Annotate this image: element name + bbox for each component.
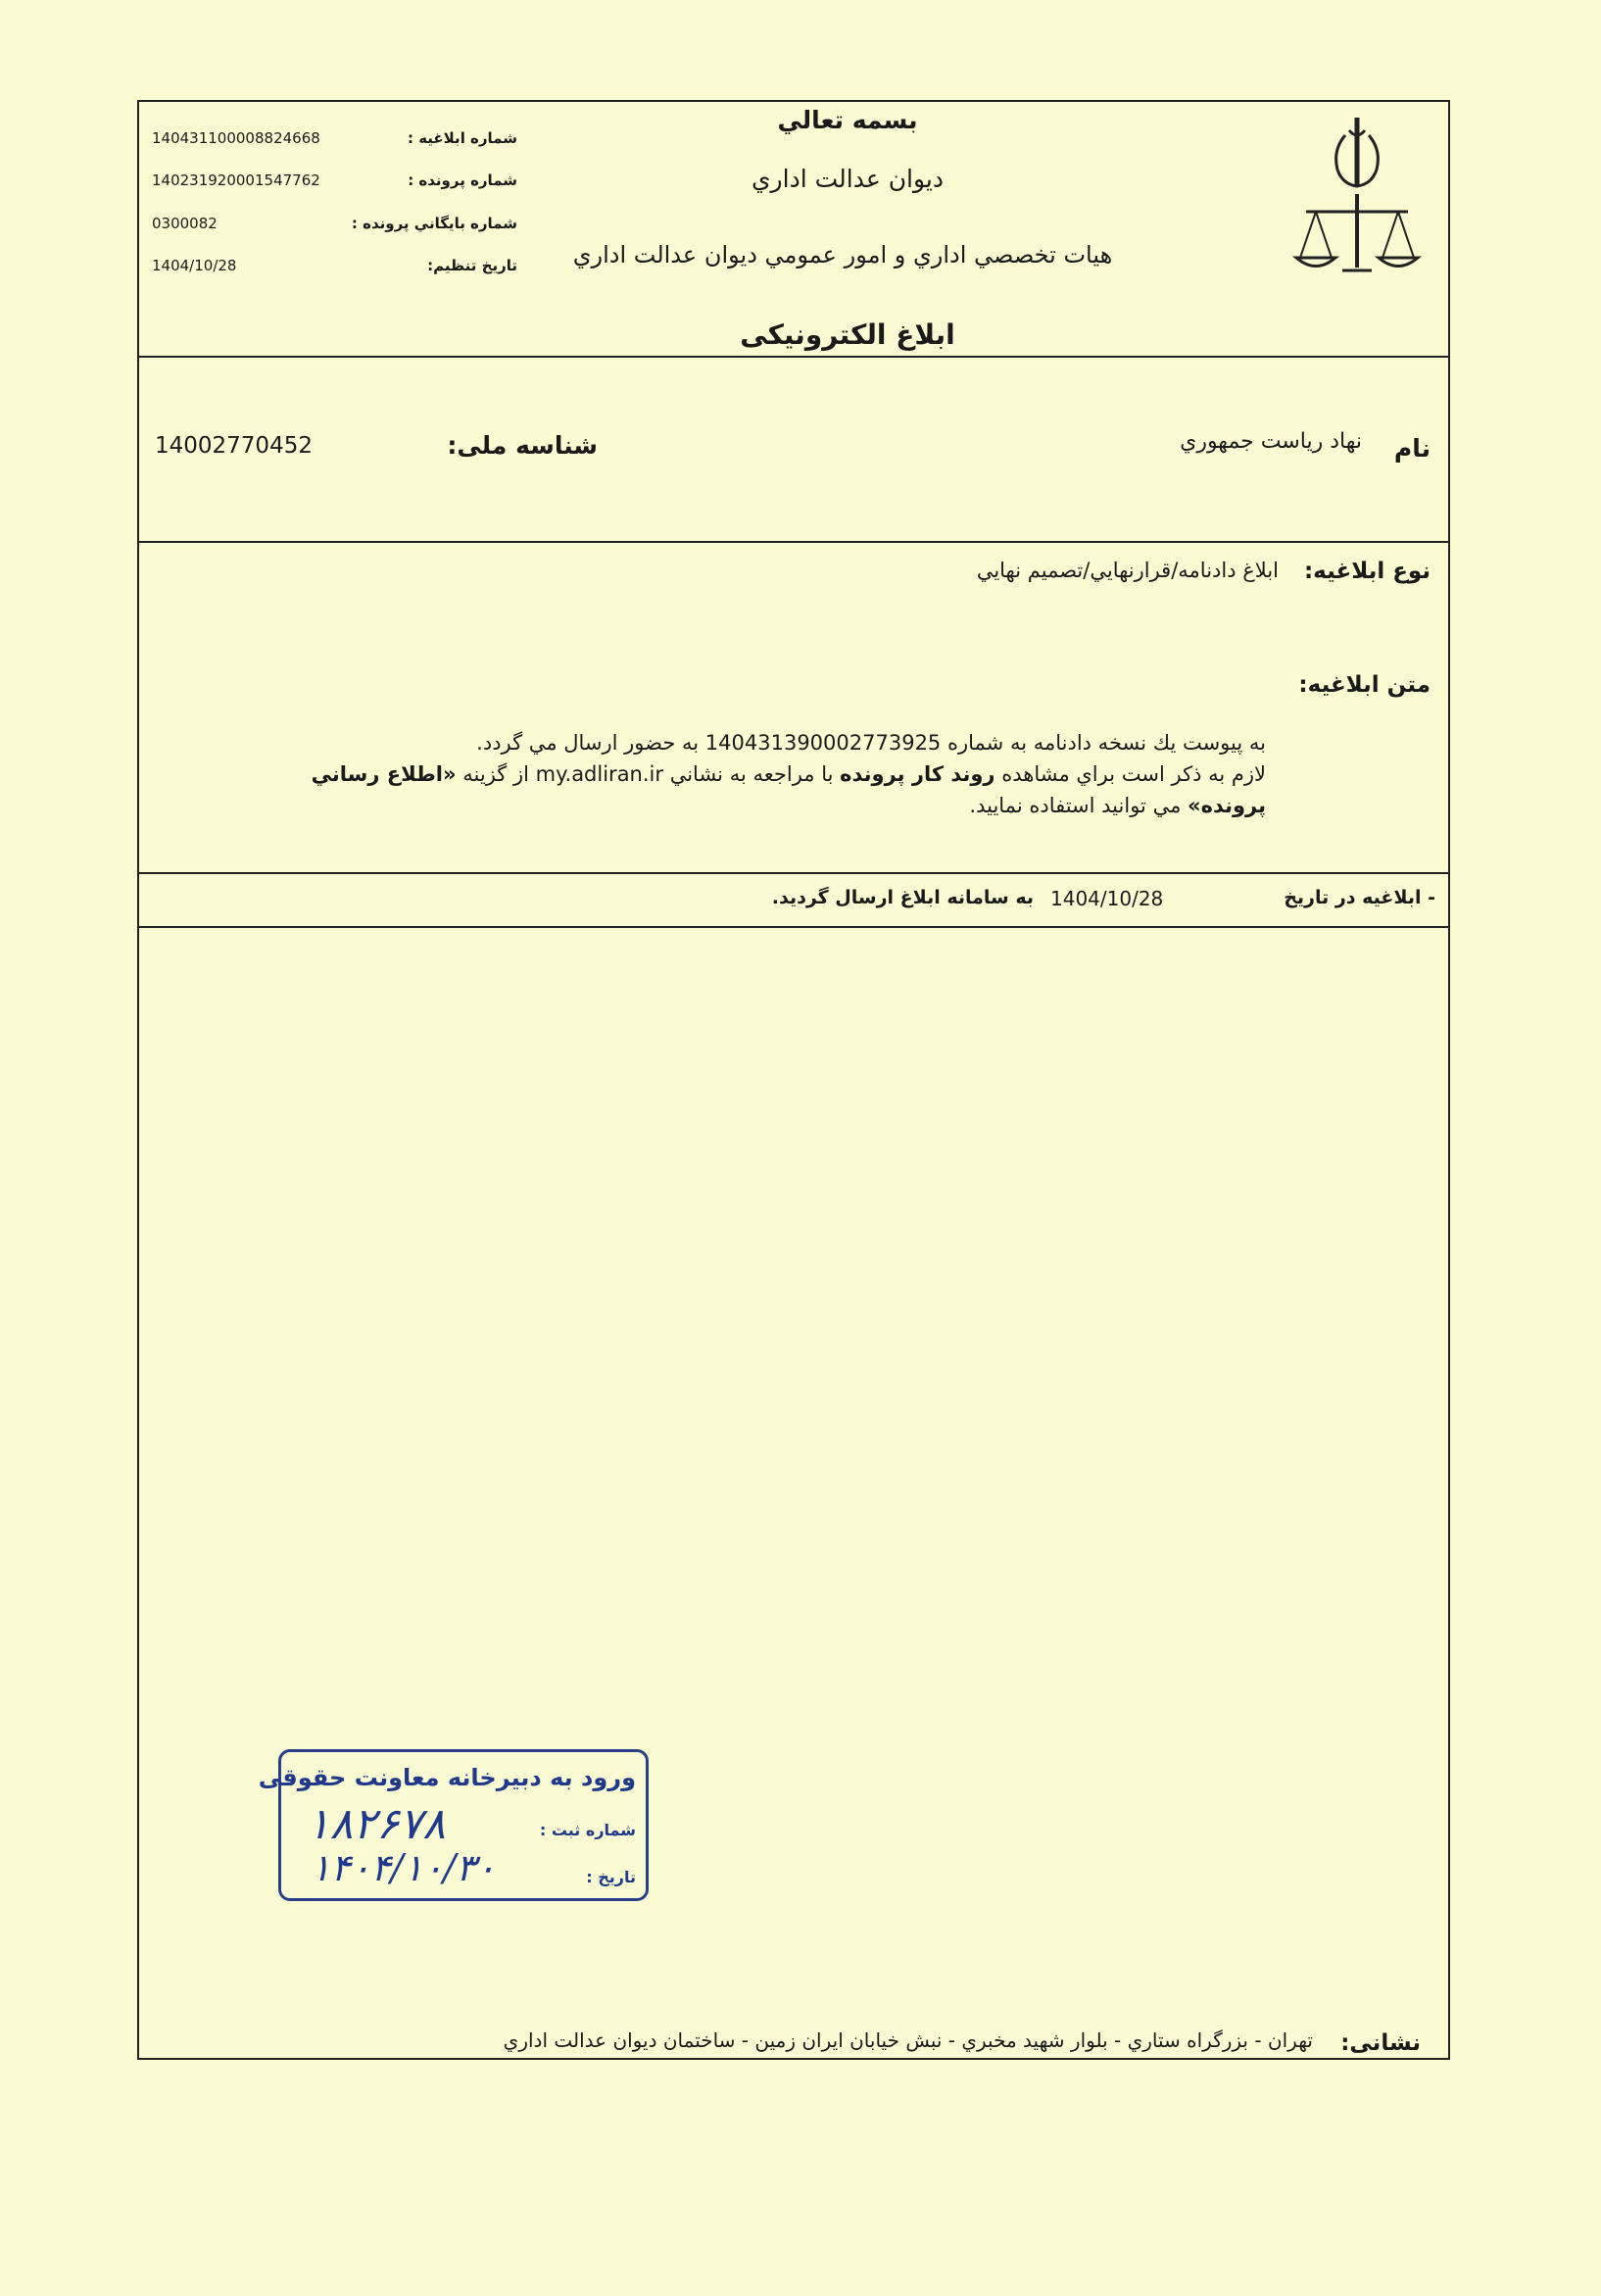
bismillah-heading: بسمه تعالي: [777, 106, 918, 134]
notice-text-line-2-mid: با مراجعه به نشاني: [669, 762, 834, 786]
notice-text-line-2-mid2: از گزينه: [462, 762, 529, 786]
notice-text-line-2: [196, 758, 1266, 790]
case-number-label: شماره پرونده :: [408, 171, 517, 189]
stamp-date-label: تاریخ :: [586, 1868, 636, 1886]
dispatch-label: - ابلاغيه در تاريخ: [1284, 887, 1435, 908]
address-label: نشانی:: [1340, 2030, 1421, 2056]
notice-text-line-1-pre: به پيوست يك نسخه دادنامه به شماره: [946, 731, 1266, 755]
notice-number-label: شماره ابلاغيه :: [407, 129, 517, 147]
board-name: هيات تخصصي اداري و امور عمومي ديوان عدالت اداري: [572, 241, 1113, 269]
stamp-date-value: ۱۴۰۴/۱۰/۳۰: [311, 1846, 496, 1889]
recipient-name-label: نام: [1393, 434, 1431, 463]
case-info-option-start: «اطلاع رساني: [311, 762, 457, 786]
notice-text-label: متن ابلاغيه:: [1298, 672, 1431, 698]
archive-number-label: شماره بايگاني پرونده :: [351, 215, 517, 232]
notice-number-value: 140431100008824668: [152, 129, 320, 147]
court-name: ديوان عدالت اداري: [751, 165, 945, 193]
stamp-reg-label: شماره ثبت :: [539, 1821, 636, 1839]
stamp-title: ورود به دبيرخانه معاونت حقوقی: [258, 1764, 636, 1791]
dispatch-date: 1404/10/28: [1050, 887, 1164, 910]
iran-emblem-scales-icon: [1288, 106, 1426, 282]
notice-type-value: ابلاغ دادنامه/قرارنهايي/تصميم نهايي: [976, 559, 1279, 582]
divider-dispatch: [137, 926, 1450, 928]
stamp-reg-value: ۱۸۲۶۷۸: [307, 1799, 446, 1849]
secretariat-stamp: [258, 1749, 649, 1901]
notice-text-line-1-post: به حضور ارسال مي گردد.: [476, 731, 700, 755]
divider-header: [137, 356, 1450, 358]
recipient-name-value: نهاد رياست جمهوري: [1180, 429, 1362, 454]
address-value: تهران - بزرگراه ستاري - بلوار شهيد مخبري - نبش خيابان ايران زمين - ساختمان ديوان عدالت اداري: [503, 2028, 1313, 2052]
verdict-number: 140431390002773925: [704, 731, 942, 755]
notice-text-line-2-pre: لازم به ذكر است براي مشاهده: [1001, 762, 1266, 786]
notice-text-line-3-post: مي توانيد استفاده نماييد.: [969, 794, 1182, 817]
national-id-value: 14002770452: [155, 433, 313, 459]
divider-recipient: [137, 541, 1450, 543]
notice-type-label: نوع ابلاغيه:: [1303, 559, 1431, 584]
issue-date-value: 1404/10/28: [152, 257, 237, 274]
notice-text-line-3: [196, 790, 1266, 821]
case-progress-phrase: روند كار پرونده: [840, 762, 995, 786]
notice-text-line-1: [196, 727, 1266, 758]
divider-notice: [137, 872, 1450, 874]
case-info-option-end: پرونده»: [1188, 794, 1266, 817]
archive-number-value: 0300082: [152, 215, 218, 232]
dispatch-suffix: به سامانه ابلاغ ارسال گرديد.: [771, 887, 1034, 908]
issue-date-label: تاريخ تنظيم:: [427, 257, 517, 274]
national-id-label: شناسه ملی:: [447, 431, 598, 460]
page-title: ابلاغ الکترونیکی: [740, 318, 955, 351]
case-number-value: 140231920001547762: [152, 171, 320, 189]
adliran-link[interactable]: my.adliran.ir: [535, 762, 664, 786]
